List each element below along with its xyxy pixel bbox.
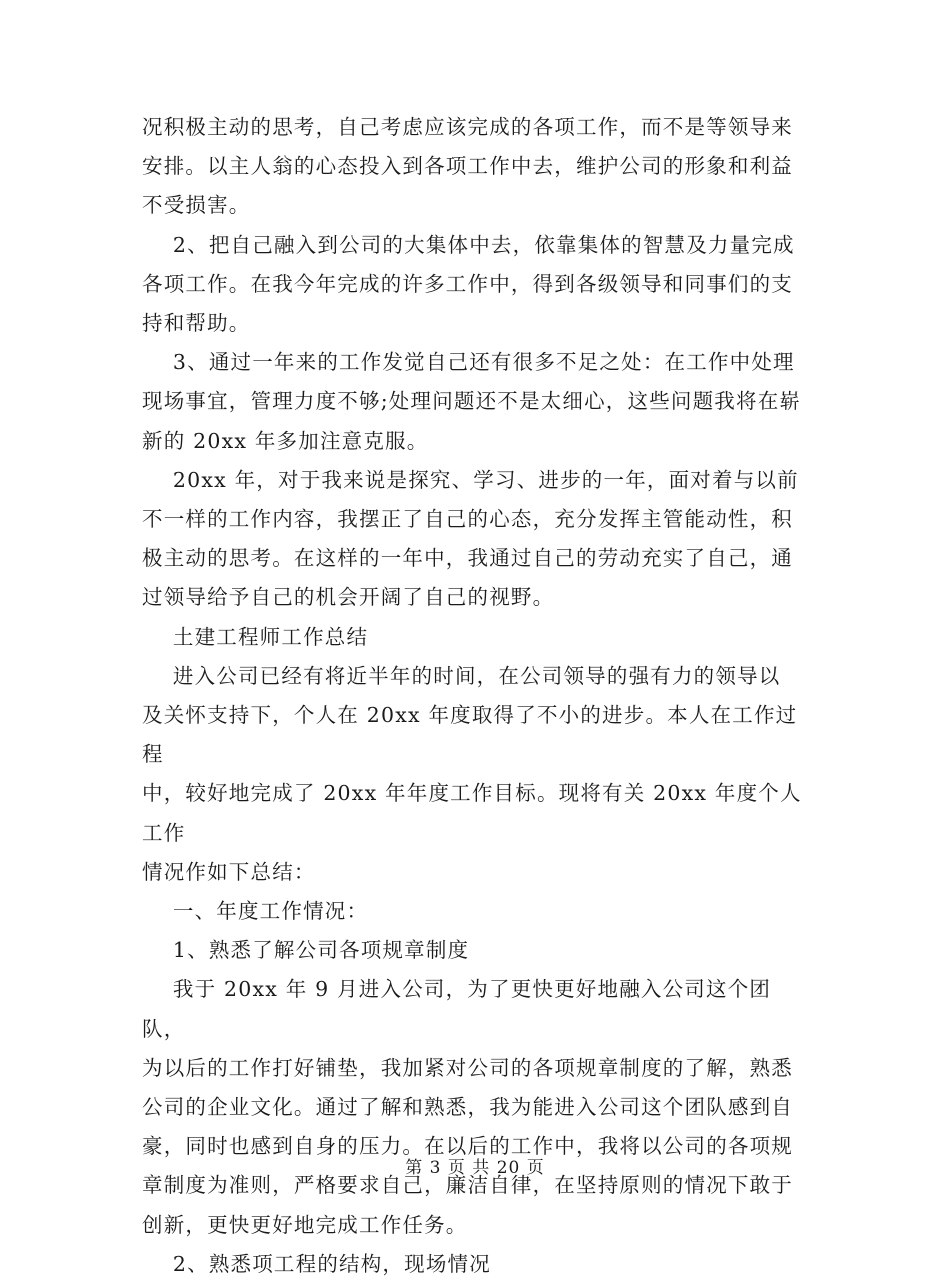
text-line: 中，较好地完成了 20xx 年年度工作目标。现将有关 20xx 年度个人工作	[142, 781, 802, 845]
text-line: 各项工作。在我今年完成的许多工作中，得到各级领导和同事们的支	[142, 271, 793, 296]
subsection-heading: 2、熟悉项工程的结构，现场情况	[142, 1251, 491, 1276]
text-line: 我于 20xx 年 9 月进入公司，为了更快更好地融入公司这个团队，	[142, 977, 772, 1041]
text-line: 为以后的工作打好铺垫，我加紧对公司的各项规章制度的了解，熟悉	[142, 1055, 793, 1080]
text-line: 不一样的工作内容，我摆正了自己的心态，充分发挥主管能动性，积	[142, 507, 793, 532]
text-line: 章制度为准则，严格要求自己，廉洁自律，在坚持原则的情况下敢于	[142, 1173, 793, 1198]
text-line: 安排。以主人翁的心态投入到各项工作中去，维护公司的形象和利益	[142, 154, 793, 179]
section-heading: 一、年度工作情况：	[142, 899, 369, 924]
subsection-heading: 1、熟悉了解公司各项规章制度	[142, 938, 470, 963]
text-line: 3、通过一年来的工作发觉自己还有很多不足之处：在工作中处理	[142, 350, 795, 375]
document-body	[142, 108, 812, 1284]
text-line: 过领导给予自己的机会开阔了自己的视野。	[142, 585, 555, 610]
text-line: 公司的企业文化。通过了解和熟悉，我为能进入公司这个团队感到自	[142, 1095, 793, 1120]
text-line: 新的 20xx 年多加注意克服。	[142, 428, 429, 453]
text-line: 及关怀支持下，个人在 20xx 年度取得了不小的进步。本人在工作过程	[142, 703, 798, 767]
section-heading: 土建工程师工作总结	[142, 624, 369, 649]
text-line: 极主动的思考。在这样的一年中，我通过自己的劳动充实了自己，通	[142, 546, 793, 571]
text-line: 创新，更快更好地完成工作任务。	[142, 1212, 468, 1237]
text-line: 20xx 年，对于我来说是探究、学习、进步的一年，面对着与以前	[142, 467, 799, 492]
text-line: 不受损害。	[142, 193, 251, 218]
text-line: 持和帮助。	[142, 311, 251, 336]
text-line: 豪，同时也感到自身的压力。在以后的工作中，我将以公司的各项规	[142, 1134, 793, 1159]
text-line: 进入公司已经有将近半年的时间，在公司领导的强有力的领导以	[142, 663, 781, 688]
text-line: 2、把自己融入到公司的大集体中去，依靠集体的智慧及力量完成	[142, 232, 795, 257]
page-number: 第 3 页 共 20 页	[405, 1158, 545, 1178]
text-line: 况积极主动的思考，自己考虑应该完成的各项工作，而不是等领导来	[142, 115, 793, 139]
text-line: 现场事宜，管理力度不够;处理问题还不是太细心，这些问题我将在崭	[142, 389, 802, 414]
text-line: 情况作如下总结：	[142, 859, 316, 884]
